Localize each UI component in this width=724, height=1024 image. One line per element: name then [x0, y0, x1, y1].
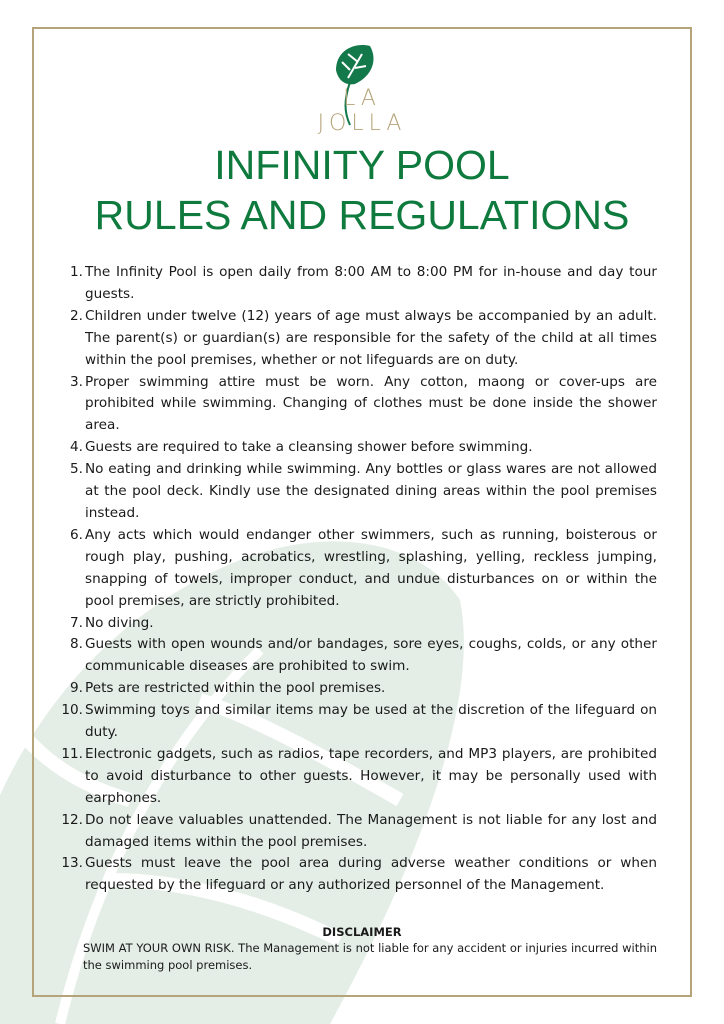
rule-text: Guests are required to take a cleansing shower before swimming.	[85, 439, 533, 456]
rule-number: 3.	[70, 373, 83, 390]
rule-text: Any acts which would endanger other swimmers, such as running, boisterous or rough play, pushing, acrobatics, wrestling, splashing, yelling, reckless jumping, snapping of towels, improper conduct, and undue disturbances on or within the pool premises, are strictly prohibited.	[85, 526, 657, 609]
page-title	[32, 140, 692, 240]
rule-text: Pets are restricted within the pool premises.	[85, 680, 386, 697]
rule-item	[60, 437, 657, 459]
rule-item	[60, 306, 657, 372]
rule-number: 5.	[70, 461, 83, 478]
rule-number: 2.	[70, 307, 83, 324]
rule-text: Do not leave valuables unattended. The Management is not liable for any lost and damaged items within the pool premises.	[85, 811, 657, 850]
rule-item	[60, 262, 657, 306]
rule-item	[60, 810, 657, 854]
rules-list	[60, 262, 657, 897]
rule-text: Electronic gadgets, such as radios, tape recorders, and MP3 players, are prohibited to avoid disturbance to other guests. However, it may be personally used with earphones.	[85, 745, 657, 806]
rule-item	[60, 525, 657, 613]
rule-text: Swimming toys and similar items may be used at the discretion of the lifeguard on duty.	[85, 702, 657, 741]
rule-number: 13.	[61, 855, 83, 872]
rule-item	[60, 853, 657, 897]
rule-text: No diving.	[85, 614, 154, 631]
disclaimer-text: SWIM AT YOUR OWN RISK. The Management is not liable for any accident or injuries incurred within the swimming pool premises.	[83, 941, 657, 972]
rule-number: 6.	[70, 526, 83, 543]
rule-item	[60, 678, 657, 700]
rule-number: 9.	[70, 680, 83, 697]
rule-number: 7.	[70, 614, 83, 631]
rule-text: The Infinity Pool is open daily from 8:00 AM to 8:00 PM for in-house and day tour guests.	[85, 264, 657, 302]
rule-text: Guests must leave the pool area during adverse weather conditions or when requested by the lifeguard or any authorized personnel of the Management.	[85, 855, 657, 894]
rule-number: 8.	[70, 636, 83, 653]
rule-item	[60, 744, 657, 810]
rule-number: 4.	[70, 439, 83, 456]
rule-item	[60, 459, 657, 525]
rule-text: Proper swimming attire must be worn. Any cotton, maong or cover-ups are prohibited while swimming. Changing of clothes must be done inside the shower area.	[85, 373, 657, 434]
rule-number: 1.	[70, 264, 83, 280]
rule-number: 11.	[61, 745, 83, 762]
rule-item	[60, 700, 657, 744]
rule-number: 10.	[61, 702, 83, 719]
rule-item	[60, 613, 657, 635]
title-line-2: RULES AND REGULATIONS	[94, 192, 630, 238]
title-line-1: INFINITY POOL	[214, 142, 510, 188]
rule-text: Guests with open wounds and/or bandages, sore eyes, coughs, colds, or any other communicable diseases are prohibited to swim.	[85, 636, 657, 675]
logo	[300, 40, 424, 136]
rule-text: No eating and drinking while swimming. Any bottles or glass wares are not allowed at the pool deck. Kindly use the designated dining areas within the pool premises instead.	[85, 461, 657, 521]
disclaimer-title: DISCLAIMER	[322, 925, 402, 939]
rule-text: Children under twelve (12) years of age must always be accompanied by an adult. The parent(s) or guardian(s) are responsible for the safety of the child at all times within the pool premises, whether or not lifeguards are on duty.	[85, 307, 657, 368]
rule-number: 12.	[61, 811, 83, 828]
rule-item	[60, 634, 657, 678]
logo-text: LA JOLLA	[317, 86, 407, 136]
rule-item	[60, 372, 657, 438]
